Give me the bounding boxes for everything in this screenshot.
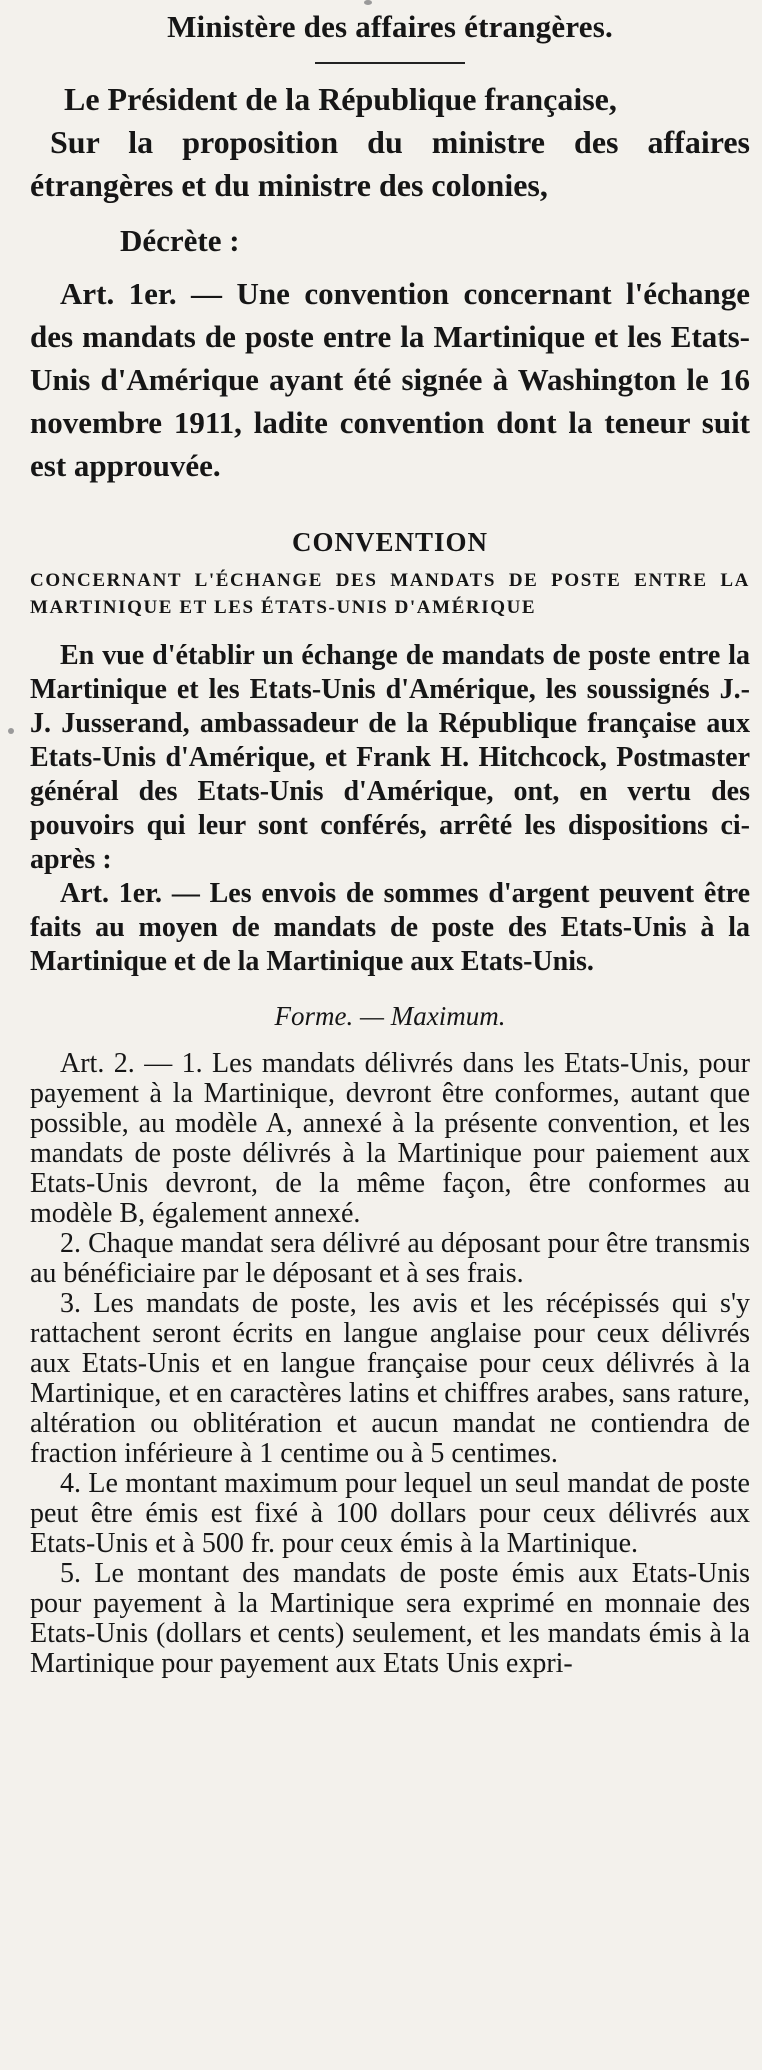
print-speck	[8, 728, 14, 734]
article-2-paragraph-4: 4. Le montant maximum pour lequel un seul mandat de poste peut être émis est fixé à 100 dollars pour ceux délivrés aux Etats-Unis et à 500 fr. pour ceux émis à la Martinique.	[30, 1468, 750, 1559]
print-speck	[364, 0, 372, 5]
heading-divider	[315, 62, 465, 64]
convention-title: CONVENTION	[291, 527, 489, 557]
convention-subtitle: CONCERNANT L'ÉCHANGE DES MANDATS DE POSTE ENTRE LA MARTINIQUE ET LES ÉTATS-UNIS D'AMÉRIQUE	[30, 570, 750, 618]
convention-preamble: En vue d'établir un échange de mandats de poste entre la Martinique et les Etats-Unis d'Amérique, les soussignés J.-J. Jusserand, ambassadeur de la République française aux Etats-Unis d'Amérique, et Frank H. Hitchcock, Postmaster général des Etats-Unis d'Amérique, ont, en vertu des pouvoirs qui leur sont conférés, arrêté les dispositions ci-après :	[30, 640, 750, 875]
article-2-paragraph-1: Art. 2. — 1. Les mandats délivrés dans les Etats-Unis, pour payement à la Martinique, devront être conformes, autant que possible, au modèle A, annexé à la présente convention, et les mandats de poste délivrés à la Martinique pour paiement aux Etats-Unis devront, de la même façon, être conformes au modèle B, également annexé.	[30, 1048, 750, 1229]
article-2-paragraph-3: 3. Les mandats de poste, les avis et les récépissés qui s'y rattachent seront écrits en langue anglaise pour ceux délivrés aux Etats-Unis et en langue française pour ceux délivrés à la Martinique, et en caractères latins et chiffres arabes, sans rature, altération ou oblitération et aucun mandat ne contiendra de fraction inférieure à 1 centime ou à 5 centimes.	[30, 1288, 750, 1469]
convention-article-1: Art. 1er. — Les envois de sommes d'argent peuvent être faits au moyen de mandats de poste des Etats-Unis à la Martinique et de la Martinique aux Etats-Unis.	[30, 878, 750, 977]
decree-article-1: Art. 1er. — Une convention concernant l'échange des mandats de poste entre la Martinique et les Etats-Unis d'Amérique ayant été signée à Washington le 16 novembre 1911, ladite convention dont la teneur suit est approuvée.	[30, 276, 750, 483]
section-title-forme-maximum: Forme. — Maximum.	[274, 1001, 506, 1031]
decree-president-line: Le Président de la République française,	[64, 81, 617, 117]
decree-decrete: Décrète :	[120, 223, 240, 258]
article-2-paragraph-2: 2. Chaque mandat sera délivré au déposant pour être transmis au bénéficiaire par le déposant et à ses frais.	[30, 1228, 750, 1289]
decree-proposition: Sur la proposition du ministre des affaires étrangères et du ministre des colonies,	[30, 124, 750, 203]
article-2-paragraph-5: 5. Le montant des mandats de poste émis aux Etats-Unis pour payement à la Martinique sera exprimé en monnaie des Etats-Unis (dollars et cents) seulement, et les mandats émis à la Martinique pour payement aux Etats Unis expri-	[30, 1558, 750, 1679]
ministry-heading: Ministère des affaires étrangères.	[167, 9, 613, 44]
